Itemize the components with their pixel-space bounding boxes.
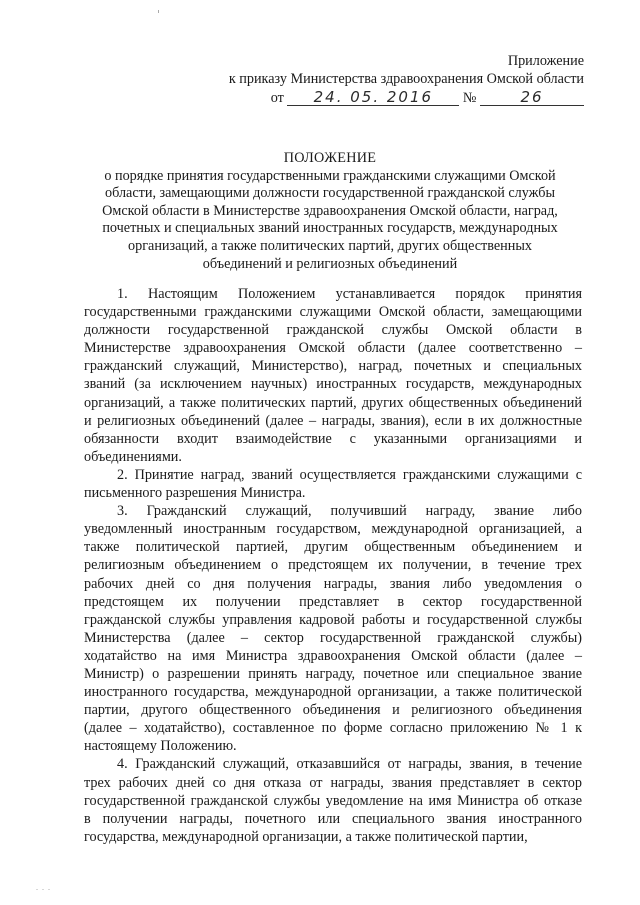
text-line: уведомленный иностранным государством, международной организацией, а [84,521,582,538]
paragraph-4 [84,755,582,845]
text-line: религиозным объединением о предстоящем их получении, в течение трех [84,557,582,574]
order-date-number [164,89,584,107]
text-line: также политической партией, другим общественным объединением и [84,539,582,556]
text-line: организаций, а также политических партий, других общественных объединений [84,394,582,411]
text-line: в получении награды, почетного или специального звания иностранного [84,810,582,827]
text-line: 4. Гражданский служащий, отказавшийся от награды, звания, в течение [117,756,582,773]
text-line: трех рабочих дней со дня отказа от награды, звания представляет в сектор [84,774,582,791]
text-line: (далее – ходатайство), составленное по форме согласно приложению № 1 к [84,720,582,737]
scan-artifact: . . . [36,883,51,892]
text-line: рабочих дней со дня получения награды, звания либо уведомления о [84,575,582,592]
text-line: партии, другого общественного объединения и религиозного объединения [84,702,582,719]
text-line: должности государственной гражданской службы Омской области в [84,322,582,339]
text-line: Министерства (далее – сектор государственной гражданской службы) [84,629,582,646]
paragraph-3 [84,502,582,755]
handwritten-number: 26 [480,89,584,106]
paragraph-1 [84,285,582,466]
title-line: о порядке принятия государственными гражданскими служащими Омской [104,167,556,184]
date-prefix: от [270,90,284,106]
document-body [84,285,582,846]
title-line: почетных и специальных званий иностранных государств, международных [102,220,558,237]
title-line: организаций, а также политических партий, других общественных [128,237,532,254]
handwritten-date: 24. 05. 2016 [287,89,459,106]
text-line: государства, международной организации, а также политической партии, [84,828,528,845]
text-line: Министерстве здравоохранения Омской области (далее соответственно – [84,340,582,357]
appendix-label: Приложение [507,53,584,69]
text-line: иностранного государства, международной организации, а также политической [84,684,582,701]
text-line: 1. Настоящим Положением устанавливается порядок принятия [117,286,582,302]
scan-mark [158,10,159,13]
text-line: званий (за исключением научных) иностранных государств, международных [84,376,582,393]
paragraph-2 [84,466,582,502]
text-line: предстоящем их получении представляет в сектор государственной [84,593,582,610]
text-line: объединениями. [84,448,182,465]
number-label: № [462,90,477,106]
text-line: гражданский служащий, Министерство), наград, почетных и специальных [84,358,582,375]
text-line: гражданской службы управления кадровой работы и государственной службы [84,611,582,628]
title-line: области, замещающими должности государственной гражданской службы [105,185,555,202]
text-line: настоящему Положению. [84,738,237,755]
text-line: 3. Гражданский служащий, получивший награду, звание либо [117,503,582,520]
title-line: Омской области в Министерстве здравоохранения Омской области, наград, [102,202,558,219]
title-heading: ПОЛОЖЕНИЕ [283,150,377,166]
text-line: государственными гражданскими служащими Омской области, замещающими [84,304,582,321]
text-line: Министр) о разрешении принять награду, почетное или специальное звание [84,665,582,682]
text-line: и религиозных объединений (далее – награды, звания), если в их должностные [84,412,582,429]
text-line: обязанности входит взаимодействие с указанными организациями и [84,430,582,447]
order-reference: к приказу Министерства здравоохранения Омской области [228,71,584,87]
appendix-header [164,52,584,107]
text-line: 2. Принятие наград, званий осуществляется гражданскими служащими с [117,466,582,483]
text-line: письменного разрешения Министра. [84,485,306,502]
text-line: государственной гражданской службы уведомление на имя Министра об отказе [84,792,582,809]
text-line: ходатайство на имя Министра здравоохранения Омской области (далее – [84,647,582,664]
title-line: объединений и религиозных объединений [202,255,458,272]
document-title [60,150,600,273]
